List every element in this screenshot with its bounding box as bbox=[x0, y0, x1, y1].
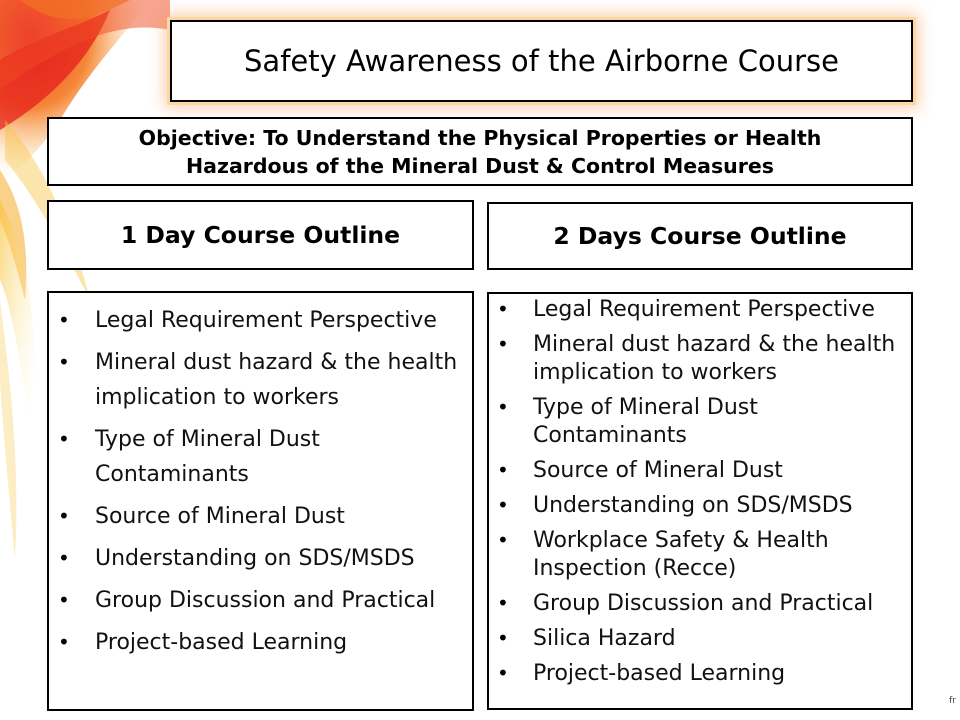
one-day-heading: 1 Day Course Outline bbox=[120, 221, 401, 249]
list-item: • Source of Mineral Dust bbox=[95, 499, 464, 534]
objective-text bbox=[139, 124, 822, 180]
list-item: • Source of Mineral Dust bbox=[533, 457, 903, 485]
one-day-heading-box bbox=[47, 200, 474, 270]
objective-line-2: Hazardous of the Mineral Dust & Control Measures bbox=[186, 153, 774, 178]
list-item: • Workplace Safety & Health Inspection (Recce) bbox=[533, 527, 903, 583]
two-days-outline-list bbox=[489, 294, 911, 688]
slide-title: Safety Awareness of the Airborne Course bbox=[244, 44, 839, 78]
objective-box bbox=[47, 117, 913, 186]
list-item: • Legal Requirement Perspective bbox=[95, 303, 464, 338]
two-days-heading-box bbox=[487, 202, 913, 270]
list-item: • Mineral dust hazard & the health implication to workers bbox=[95, 345, 464, 415]
one-day-outline-list bbox=[49, 293, 472, 660]
objective-line-1: Objective: To Understand the Physical Properties or Health bbox=[138, 125, 822, 150]
list-item: • Group Discussion and Practical bbox=[533, 590, 903, 618]
footer-mark: fr bbox=[949, 696, 956, 706]
list-item: • Type of Mineral Dust Contaminants bbox=[95, 422, 464, 492]
list-item: • Silica Hazard bbox=[533, 625, 903, 653]
list-item: • Type of Mineral Dust Contaminants bbox=[533, 394, 903, 450]
slide-title-box bbox=[170, 20, 913, 102]
list-item: • Understanding on SDS/MSDS bbox=[533, 492, 903, 520]
list-item: • Group Discussion and Practical bbox=[95, 583, 464, 618]
two-days-outline-box bbox=[487, 292, 913, 710]
one-day-outline-box bbox=[47, 291, 474, 711]
list-item: • Mineral dust hazard & the health implication to workers bbox=[533, 331, 903, 387]
two-days-heading: 2 Days Course Outline bbox=[553, 222, 847, 250]
list-item: • Understanding on SDS/MSDS bbox=[95, 541, 464, 576]
list-item: • Project-based Learning bbox=[533, 660, 903, 688]
list-item: • Legal Requirement Perspective bbox=[533, 296, 903, 324]
list-item: • Project-based Learning bbox=[95, 625, 464, 660]
